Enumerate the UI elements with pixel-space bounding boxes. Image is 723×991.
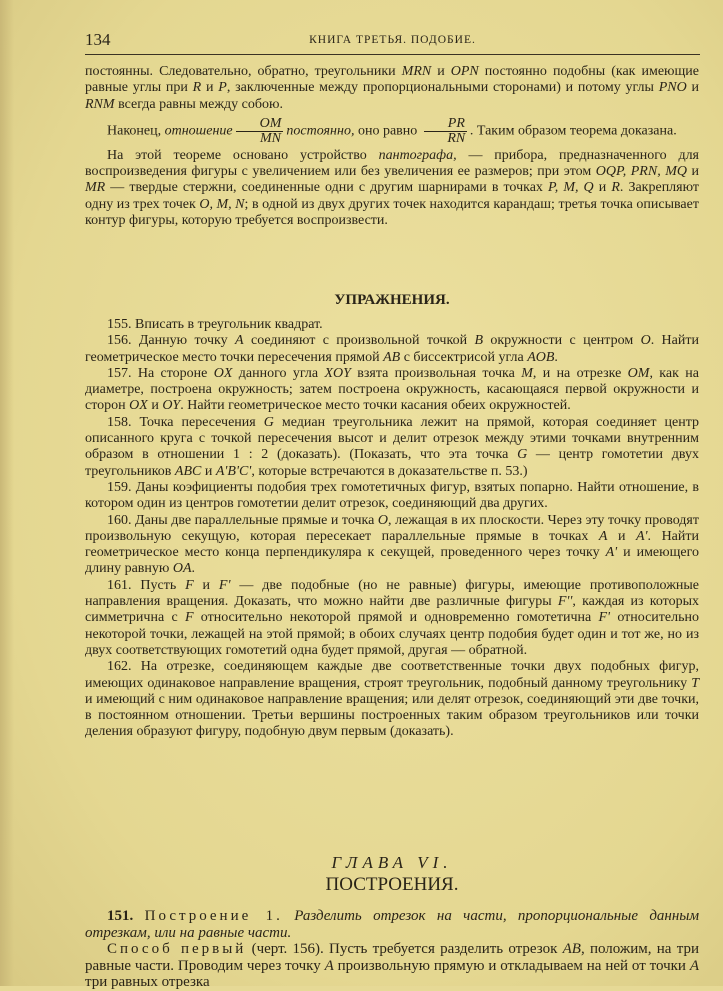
text-run: ; в одной из двух других точек находится карандаш; третья точка описывает контур фигуры, которую требуется воспроизвести.	[85, 196, 699, 229]
page-number: 134	[85, 30, 111, 49]
text-run: относительно некоторой точки, лежащей на этой прямой; в обоих случаях центр подобия будет один и тот же, но из двух соответствующих гомотетий одна будет прямой, другая — обратной.	[85, 610, 699, 658]
math-symbol: MR	[85, 180, 106, 196]
text-run: , и на отрезке	[532, 365, 628, 381]
exercise-item	[85, 366, 699, 415]
math-symbol: OX	[213, 365, 233, 381]
denominator: MN	[260, 130, 282, 146]
exercise-list	[85, 317, 699, 741]
math-symbol: A	[235, 333, 244, 349]
text-run: 157. На стороне	[107, 365, 214, 381]
text-run: медиан треугольника лежит на прямой, которая соединяет центр описанного круга с точкой пересечения высот и делит отрезок между этими точками внутренним образом в отношении 1 : 2 (доказать). (Показать, что эта точка	[85, 414, 699, 463]
exercise-item	[85, 513, 699, 578]
exercises-heading: УПРАЖНЕНИЯ.	[334, 292, 450, 308]
math-symbol: A	[324, 957, 334, 974]
math-symbol: P	[218, 80, 227, 96]
text-run: и имеющий с ним одинаковое направление вращения; или делят отрезок, соединяющий эти две точки, в постоянном отношении. Третьи вершины построенных таким образом треугольников или точки деления образуют фигуру, подобную двум первым (доказать).	[85, 691, 699, 740]
exercise-item	[85, 317, 699, 333]
chapter-title: ПОСТРОЕНИЯ.	[325, 874, 459, 895]
exercise-item	[85, 333, 699, 366]
text-run: . Закрепляют одну из трех точек	[85, 180, 699, 212]
text-run: и	[593, 180, 612, 196]
math-symbol: P, M, Q	[548, 180, 594, 196]
math-symbol: A'B'C'	[215, 463, 252, 479]
text-run: — центр гомотетии двух треугольников	[85, 447, 699, 479]
text-run: и	[201, 80, 219, 96]
numerator: OM	[236, 117, 284, 132]
math-symbol: A'	[605, 545, 618, 561]
fraction-pr-rn	[424, 117, 467, 146]
text-run: — две подобные (но не равные) фигуры, имеющие противоположные направления вращения. Доказать, что можно найти две различные фигуры	[85, 577, 699, 610]
fraction-om-mn	[236, 117, 284, 146]
text-run: 160. Даны две параллельные прямые и точка	[107, 512, 378, 528]
running-title: КНИГА ТРЕТЬЯ. ПОДОБИЕ.	[309, 34, 476, 46]
page-header	[85, 28, 700, 55]
math-symbol: F	[184, 610, 194, 626]
text-run: и	[431, 64, 451, 79]
text-run: — прибора, предназначенного для воспроизведения фигуры с увеличением или без увеличения ее размеров; при этом	[85, 147, 699, 180]
text-run: , которые встречаются в доказательстве п. 53.)	[251, 463, 528, 479]
text-run: 158. Точка пересечения	[107, 414, 264, 430]
text-run: постоянны. Следовательно, обратно, треугольники	[85, 64, 402, 79]
math-symbol: F''	[557, 594, 573, 610]
text-run: произвольную прямую и откладываем на ней от точки	[333, 957, 690, 974]
text-run: и	[686, 164, 699, 180]
text: оно равно	[354, 123, 421, 139]
text-run: и	[147, 398, 163, 414]
section-name: Построение 1.	[144, 908, 283, 924]
emphasis: отношение	[164, 123, 233, 139]
intro-text	[85, 64, 699, 229]
section-151	[85, 908, 699, 991]
section-statement: Разделить отрезок на части, пропорциональные данным отрезкам, или на равные части.	[85, 908, 700, 941]
text-run: всегда равны между собою.	[114, 96, 283, 112]
text-run: . Найти геометрическое место точки пересечения прямой	[85, 333, 699, 365]
text: . Таким образом теорема доказана.	[469, 123, 677, 139]
math-symbol: O	[640, 333, 651, 349]
exercise-item	[85, 578, 699, 659]
math-symbol: F	[185, 577, 194, 593]
text-run: постоянно подобны (как имеющие равные углы при	[85, 64, 699, 96]
paragraph	[85, 64, 699, 113]
math-symbol: AOB	[527, 349, 555, 365]
text-run: и имеющего длину равную	[85, 545, 699, 577]
text-run: данного угла	[232, 365, 325, 381]
math-symbol: O, M, N	[199, 196, 245, 212]
math-symbol: F'	[218, 577, 231, 593]
math-symbol: MRN	[401, 64, 432, 79]
text-run: .	[191, 561, 196, 577]
math-symbol: B	[474, 333, 483, 349]
text-run: взята произвольная точка	[350, 365, 522, 381]
math-symbol: OA	[172, 561, 192, 577]
math-symbol: R	[192, 80, 202, 96]
math-symbol: R	[611, 180, 620, 196]
text-run: , положим, на три равные части. Проводим через точку	[85, 941, 699, 974]
math-symbol: M	[521, 365, 533, 381]
text-run: окружности с центром	[483, 333, 641, 349]
chapter-label: ГЛАВА VI.	[331, 853, 453, 872]
text-run: . Найти геометрическое место конца перпендикуляра к секущей, проведенного через точку	[85, 528, 699, 561]
text-run: 159. Даны коэфициенты подобия трех гомотетичных фигур, взятых попарно. Найти отношение, в котором один из центров гомотетии делит отрезок, соединяющий два других.	[85, 479, 699, 512]
text-run: , лежащая в их плоскости. Через эту точку проводят произвольную секущую, которая пересекает параллельные прямые в точках	[85, 512, 699, 544]
text-run: относительно некоторой прямой и одновременно гомотетична	[193, 610, 599, 626]
math-symbol: RNM	[85, 96, 115, 112]
text-run: .	[554, 349, 558, 365]
math-symbol: пантографа,	[378, 147, 457, 163]
exercise-item	[85, 415, 699, 480]
math-symbol: OPN	[450, 64, 479, 79]
math-symbol: AB	[383, 349, 401, 365]
text-run: , каждая из которых симметрична с	[85, 594, 699, 626]
math-symbol: OQP, PRN, MQ	[595, 164, 687, 180]
math-symbol: O	[377, 512, 389, 528]
text-run: (черт. 156). Пусть требуется разделить отрезок	[246, 941, 563, 958]
text-run: — твердые стержни, соединенные одни с другим шарнирами в точках	[105, 180, 548, 196]
text-run: три равных отрезка	[85, 974, 210, 991]
paragraph	[85, 148, 699, 229]
math-symbol: G	[517, 447, 528, 463]
text-run: На этой теореме основано устройство	[107, 147, 379, 163]
text-run: 156. Данную точку	[107, 333, 236, 349]
exercise-item	[85, 659, 699, 740]
text-run: 155. Вписать в треугольник квадрат.	[107, 317, 323, 332]
math-symbol: F'	[598, 610, 611, 626]
text-run: , как на диаметре, построена окружность; затем построена окружность, касающаяся первой окружности и сторон	[85, 365, 699, 414]
math-symbol: T	[691, 675, 699, 691]
math-symbol: A	[598, 528, 608, 544]
text-run: . Найти геометрическое место точки касания обеих окружностей.	[180, 398, 571, 414]
math-symbol: A'	[636, 528, 648, 544]
emphasis: постоянно,	[286, 123, 355, 139]
math-symbol: PNO	[658, 80, 687, 96]
text-run: 162. На отрезке, соединяющем каждые две соответственные точки двух подобных фигур, имеющих одинаковое направление вращения, строят треугольник, подобный данному треугольнику	[85, 659, 699, 691]
math-symbol: ABC	[174, 463, 202, 479]
denominator: RN	[447, 130, 466, 146]
text-run: и	[607, 528, 636, 544]
math-symbol: XOY	[324, 365, 351, 381]
paragraph-ratio	[85, 117, 699, 146]
text-run: и	[201, 463, 216, 479]
math-symbol: OM	[627, 365, 650, 381]
text-run: , заключенные между пропорциональными сторонами) и потому углы	[226, 80, 659, 96]
method-label: Способ первый	[107, 941, 247, 958]
text-run: и	[193, 577, 219, 593]
text-run: соединяют с произвольной точкой	[243, 333, 475, 349]
math-symbol: A	[689, 957, 699, 974]
math-symbol: OY	[162, 398, 181, 414]
math-symbol: AB	[562, 941, 581, 958]
text: Наконец,	[107, 123, 165, 139]
page-edge-shadow	[0, 0, 14, 986]
math-symbol: OX	[129, 398, 148, 414]
exercise-item	[85, 480, 699, 513]
text-run: 161. Пусть	[107, 577, 186, 593]
section-number: 151.	[107, 908, 134, 924]
text-run: с биссектрисой угла	[400, 349, 528, 365]
math-symbol: G	[263, 414, 274, 430]
numerator: PR	[424, 117, 467, 132]
text-run: и	[686, 80, 699, 96]
